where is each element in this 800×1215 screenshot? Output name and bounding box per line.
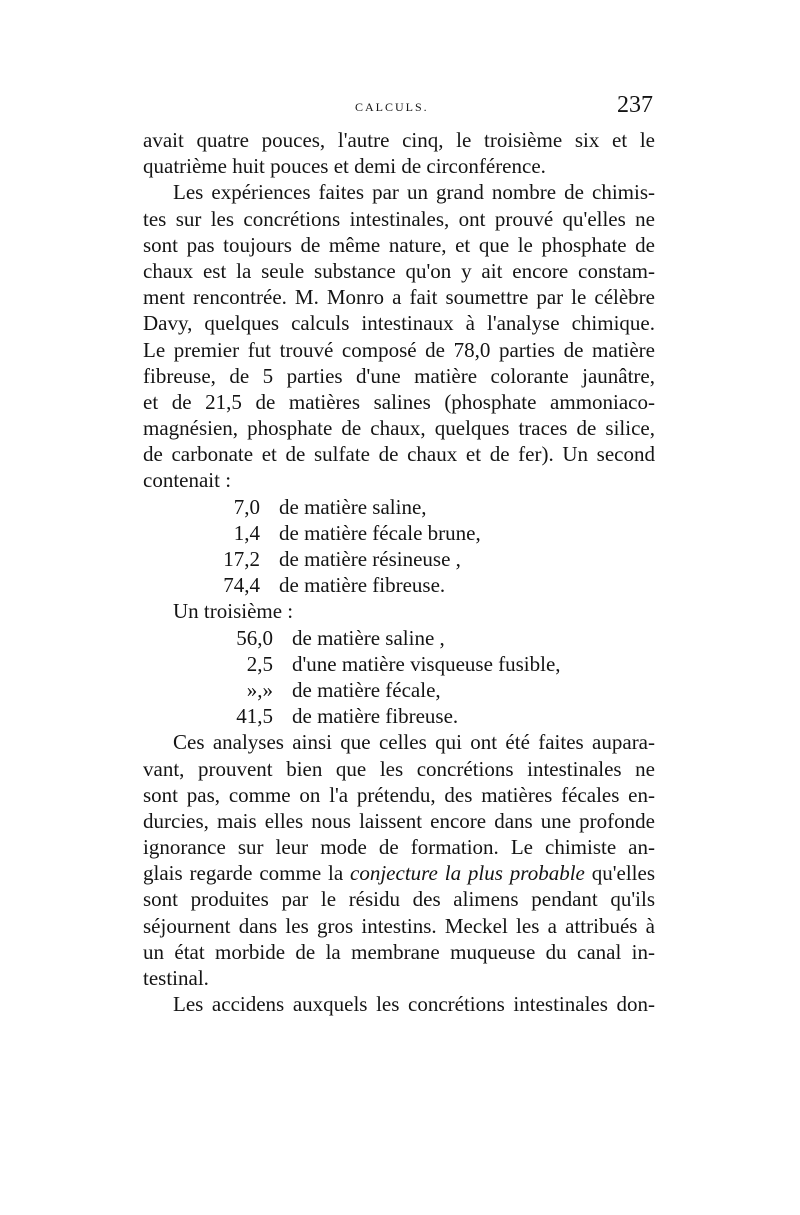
text-line: tes sur les concrétions intestinales, ont prouvé qu'elles ne bbox=[143, 206, 655, 231]
text-line: chaux est la seule substance qu'on y ait encore constam- bbox=[143, 258, 655, 283]
text-line: avait quatre pouces, l'autre cinq, le troisième six et le bbox=[143, 128, 655, 152]
table-label: d'une matière visqueuse fusible, bbox=[292, 651, 561, 676]
text-line: ment rencontrée. M. Monro a fait soumettre par le célèbre bbox=[143, 285, 655, 310]
table-row bbox=[143, 546, 655, 572]
table-value: 1,4 bbox=[233, 520, 260, 545]
text-line: séjournent dans les gros intestins. Meckel les a attribués à bbox=[143, 913, 655, 938]
text-line: Davy, quelques calculs intestinaux à l'analyse chimique. bbox=[143, 311, 655, 336]
table-value: 7,0 bbox=[233, 494, 260, 519]
paragraph-continued bbox=[143, 127, 655, 179]
text-line: fibreuse, de 5 parties d'une matière colorante jaunâtre, bbox=[143, 363, 655, 388]
text-line: ignorance sur leur mode de formation. Le chimiste an- bbox=[143, 835, 655, 860]
text-line: Les expériences faites par un grand nombre de chimis- bbox=[173, 180, 655, 205]
table-value: 74,4 bbox=[223, 573, 260, 598]
text-line: et de 21,5 de matières salines (phosphate ammoniaco- bbox=[143, 389, 655, 414]
table-label: de matière saline , bbox=[292, 625, 445, 650]
table-row bbox=[143, 703, 655, 729]
text-line: Le premier fut trouvé composé de 78,0 parties de matière bbox=[143, 337, 655, 362]
text-line: un état morbide de la membrane muqueuse du canal in- bbox=[143, 939, 655, 964]
third-sample-intro: Un troisième : bbox=[173, 599, 294, 624]
table-label: de matière résineuse , bbox=[279, 547, 461, 571]
table-value: 2,5 bbox=[246, 651, 273, 676]
table-value: »,» bbox=[246, 677, 273, 702]
text-line: magnésien, phosphate de chaux, quelques traces de silice, bbox=[143, 416, 655, 441]
running-head: CALCULS. bbox=[355, 100, 429, 114]
composition-table-third bbox=[143, 625, 655, 730]
text-line: testinal. bbox=[143, 966, 209, 990]
paragraph-conclusion bbox=[143, 729, 655, 991]
text-line bbox=[143, 860, 655, 886]
table-row bbox=[143, 494, 655, 520]
table-row bbox=[143, 572, 655, 598]
table-label: de matière fibreuse. bbox=[292, 704, 459, 729]
text-line: contenait : bbox=[143, 468, 232, 493]
text-line: de carbonate et de sulfate de chaux et de fer). Un second bbox=[143, 442, 655, 467]
table-value: 17,2 bbox=[223, 547, 260, 571]
text-line: sont produites par le résidu des alimens pendant qu'ils bbox=[143, 887, 655, 912]
text-run: qu'elles bbox=[584, 861, 655, 886]
table-row bbox=[143, 625, 655, 651]
italic-phrase: conjecture la plus probable bbox=[350, 861, 585, 886]
paragraph-accidents-start: Les accidens auxquels les concrétions intestinales don- bbox=[173, 992, 655, 1017]
table-label: de matière saline, bbox=[279, 494, 427, 519]
text-line: vant, prouvent bien que les concrétions intestinales ne bbox=[143, 756, 655, 781]
table-value: 56,0 bbox=[236, 625, 273, 650]
paragraph-analyses bbox=[143, 179, 655, 493]
page-header bbox=[143, 92, 653, 122]
table-row bbox=[143, 651, 655, 677]
table-label: de matière fécale brune, bbox=[279, 520, 481, 545]
composition-table-second bbox=[143, 494, 655, 599]
text-line: sont pas toujours de même nature, et que le phosphate de bbox=[143, 232, 655, 257]
table-value: 41,5 bbox=[236, 704, 273, 729]
text-line: sont pas, comme on l'a prétendu, des matières fécales en- bbox=[143, 782, 655, 807]
text-run: glais regarde comme la bbox=[143, 861, 351, 886]
text-line: durcies, mais elles nous laissent encore dans une profonde bbox=[143, 808, 655, 833]
page-number: 237 bbox=[617, 92, 653, 118]
body-text bbox=[143, 127, 655, 1017]
text-line: quatrième huit pouces et demi de circonférence. bbox=[143, 154, 546, 179]
text-line: Ces analyses ainsi que celles qui ont été faites aupara- bbox=[173, 730, 655, 755]
table-row bbox=[143, 520, 655, 546]
table-label: de matière fécale, bbox=[292, 677, 441, 702]
table-label: de matière fibreuse. bbox=[279, 573, 446, 598]
table-row bbox=[143, 677, 655, 703]
